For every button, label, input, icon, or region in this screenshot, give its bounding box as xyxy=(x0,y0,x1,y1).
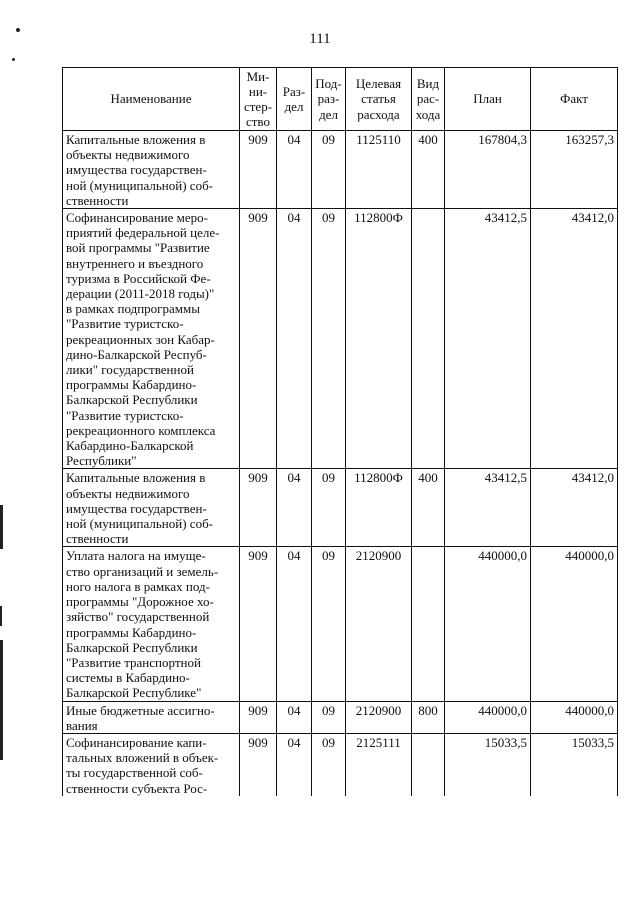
table-row xyxy=(63,547,618,701)
cell-target-article: 2120900 xyxy=(346,547,412,701)
cell-fact: 43412,0 xyxy=(531,469,618,547)
scan-speck xyxy=(12,58,15,61)
cell-ministry: 909 xyxy=(240,547,277,701)
cell-target-article: 112800Ф xyxy=(346,469,412,547)
cell-target-article: 1125110 xyxy=(346,131,412,209)
cell-fact: 440000,0 xyxy=(531,547,618,701)
table-row xyxy=(63,733,618,795)
cell-fact: 43412,0 xyxy=(531,209,618,469)
cell-fact: 15033,5 xyxy=(531,733,618,795)
table-row xyxy=(63,209,618,469)
cell-ministry: 909 xyxy=(240,701,277,733)
cell-section: 04 xyxy=(277,131,312,209)
header-plan: План xyxy=(445,68,531,131)
cell-plan: 15033,5 xyxy=(445,733,531,795)
budget-table xyxy=(62,67,618,796)
cell-plan: 43412,5 xyxy=(445,209,531,469)
cell-name: Софинансирование капи- тальных вложений в объек- ты государственной соб- ственности субъекта Рос- xyxy=(63,733,240,795)
cell-name: Софинансирование меро- приятий федеральной целе- вой программы "Развитие внутреннего и въездного туризма в Российской Фе- дерации (2011-2018 годы)" в рамках подпрограммы "Развитие туристско- рекреационных зон Кабар- дино-Балкарской Респуб- лики" государственной программы Кабардино- Балкарской Республики "Развитие туристско- рекреационного комплекса Кабардино-Балкарской Республики" xyxy=(63,209,240,469)
cell-target-article: 112800Ф xyxy=(346,209,412,469)
table-row xyxy=(63,701,618,733)
cell-expense-type: 400 xyxy=(412,469,445,547)
cell-ministry: 909 xyxy=(240,733,277,795)
cell-section: 04 xyxy=(277,547,312,701)
cell-fact: 440000,0 xyxy=(531,701,618,733)
header-section: Раз- дел xyxy=(277,68,312,131)
table-row xyxy=(63,469,618,547)
header-expense-type: Вид рас- хода xyxy=(412,68,445,131)
table-row xyxy=(63,131,618,209)
cell-plan: 43412,5 xyxy=(445,469,531,547)
header-row xyxy=(63,68,618,131)
scan-edge-mark xyxy=(0,606,2,626)
cell-subsection: 09 xyxy=(312,733,346,795)
cell-section: 04 xyxy=(277,733,312,795)
cell-subsection: 09 xyxy=(312,469,346,547)
cell-name: Уплата налога на имуще- ство организаций и земель- ного налога в рамках под- программы "Дорожное хо- зяйство" государственной программы Кабардино- Балкарской Республики "Развитие транспортной системы в Кабардино- Балкарской Республике" xyxy=(63,547,240,701)
header-ministry: Ми- ни- стер- ство xyxy=(240,68,277,131)
scan-edge-mark xyxy=(0,640,3,760)
cell-expense-type xyxy=(412,547,445,701)
cell-name: Иные бюджетные ассигно- вания xyxy=(63,701,240,733)
cell-target-article: 2120900 xyxy=(346,701,412,733)
page-number: 111 xyxy=(309,31,331,47)
cell-subsection: 09 xyxy=(312,209,346,469)
cell-section: 04 xyxy=(277,469,312,547)
cell-plan: 440000,0 xyxy=(445,547,531,701)
cell-subsection: 09 xyxy=(312,701,346,733)
header-name: Наименование xyxy=(63,68,240,131)
cell-name: Капитальные вложения в объекты недвижимого имущества государствен- ной (муниципальной) соб- ственности xyxy=(63,469,240,547)
cell-subsection: 09 xyxy=(312,547,346,701)
cell-subsection: 09 xyxy=(312,131,346,209)
cell-section: 04 xyxy=(277,209,312,469)
cell-name: Капитальные вложения в объекты недвижимого имущества государствен- ной (муниципальной) соб- ственности xyxy=(63,131,240,209)
header-subsection: Под- раз- дел xyxy=(312,68,346,131)
cell-expense-type xyxy=(412,733,445,795)
cell-ministry: 909 xyxy=(240,209,277,469)
cell-expense-type xyxy=(412,209,445,469)
cell-ministry: 909 xyxy=(240,131,277,209)
cell-plan: 440000,0 xyxy=(445,701,531,733)
cell-target-article: 2125111 xyxy=(346,733,412,795)
cell-expense-type: 800 xyxy=(412,701,445,733)
cell-ministry: 909 xyxy=(240,469,277,547)
cell-plan: 167804,3 xyxy=(445,131,531,209)
header-target-article: Целевая статья расхода xyxy=(346,68,412,131)
cell-fact: 163257,3 xyxy=(531,131,618,209)
scan-edge-mark xyxy=(0,505,3,549)
cell-expense-type: 400 xyxy=(412,131,445,209)
header-fact: Факт xyxy=(531,68,618,131)
cell-section: 04 xyxy=(277,701,312,733)
